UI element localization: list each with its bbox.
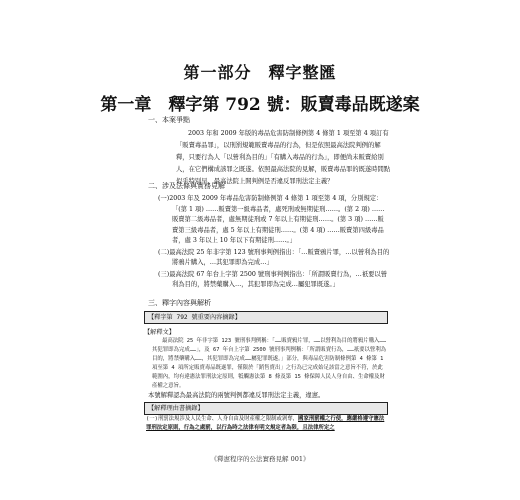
note-text: 本號解釋認為最高法院的兩號判例都違反罪刑法定主義，違憲。: [148, 392, 325, 399]
list-item: (二)最高法院 25 年非字第 123 號刑事判例指出：「…販賣鴉片罪，…以營利為目的將鴉片購入，…其犯罪即為完成…」: [158, 248, 390, 266]
box-title: 【釋字第 792 號重要內容摘錄】: [144, 311, 388, 324]
box-title: 【解釋理由書摘錄】: [144, 402, 388, 415]
chapter-title: 第一章 釋字第 792 號：販賣毒品既遂案: [100, 95, 420, 115]
section-heading-laws: 二、涉及法條與實務見解: [148, 182, 225, 190]
page-footer: 《釋憲程序的公法實務見解 001》: [210, 455, 310, 463]
reasoning-body: [144, 415, 388, 433]
box-body: 最高法院 25 年非字第 123 號刑事判例稱：「……販賣鴉片罪，……以營利為目的將鴉片購入……其犯罪即為完成……」，及 67 年台上字第 2500 號刑事判例稱：「所謂販賣行為，……祇要以營利為目的，將禁藥購入……，其犯罪即為完成……屬犯罪既遂。」部分，與毒品危害防制條例第 4 條第 1 項至第 4 項所定販賣毒品既遂罪，僅限於「銷售賣出」之行為已完成始足該當之意旨不符，於此範圍內，均有違憲法罪刑法定原則，牴觸憲法第 8 條及第 15 條保障人民人身自由、生命權及財產權之意旨。: [152, 338, 387, 389]
section-heading-issue: 一、本案爭點: [148, 116, 190, 124]
laws-list: [158, 194, 390, 292]
list-item: (三)最高法院 67 年台上字第 2500 號刑事判例指出：「所謂販賣行為，…祇要以營利為目的，將禁藥購入…，其犯罪即為完成…屬犯罪既遂。」: [158, 270, 388, 288]
interpretation-excerpt-box: [144, 311, 388, 391]
part-title: 第一部分 釋字整匯: [183, 63, 337, 82]
issue-paragraph: 2003 年和 2009 年版的毒品危害防制條例第 4 條第 1 項至第 4 項訂有「販賣毒品罪」，以刑罰規範販賣毒品的行為，但是依照最高法院判例的解釋，只要行為人「以營利為目的」「有購入毒品的行為」，即便尚未販賣給別人，在它們構成該罪之既遂。依照最高法院的見解，販賣毒品罪的既遂時間點似乎特別早，最高法院上開判例是否違反罪刑法定主義？: [176, 130, 391, 185]
box-subtitle: 【解釋文】: [144, 329, 175, 336]
reasoning-plain-text: (一)刑罰法規涉及人民生命、人身自由及財產權之限制或剝奪，: [146, 416, 299, 422]
reasoning-excerpt-box: [144, 402, 388, 433]
section-heading-analysis: 三、釋字內容與解析: [148, 299, 211, 307]
list-item: (一)2003 年及 2009 年毒品危害防制條例第 4 條第 1 項至第 4 項，分別規定：「(第 1 項) ……販賣第一級毒品者，處死刑或無期徒刑……。(第 2 項) ……販賣第二級毒品者，處無期徒刑或 7 年以上有期徒刑……。(第 3 項) ……販賣第三級毒品者，處 5 年以上有期徒刑……。(第 4 項) ……販賣第四級毒品者，處 3 年以上 10 年以下有期徒刑……。」: [158, 195, 385, 244]
reasoning-emphasis-text: 國家刑罰權之行使，應嚴格遵守憲法罪刑法定原則，行為之處罰，以行為時之法律有明文規定者為限，且法律所定之: [146, 416, 385, 431]
